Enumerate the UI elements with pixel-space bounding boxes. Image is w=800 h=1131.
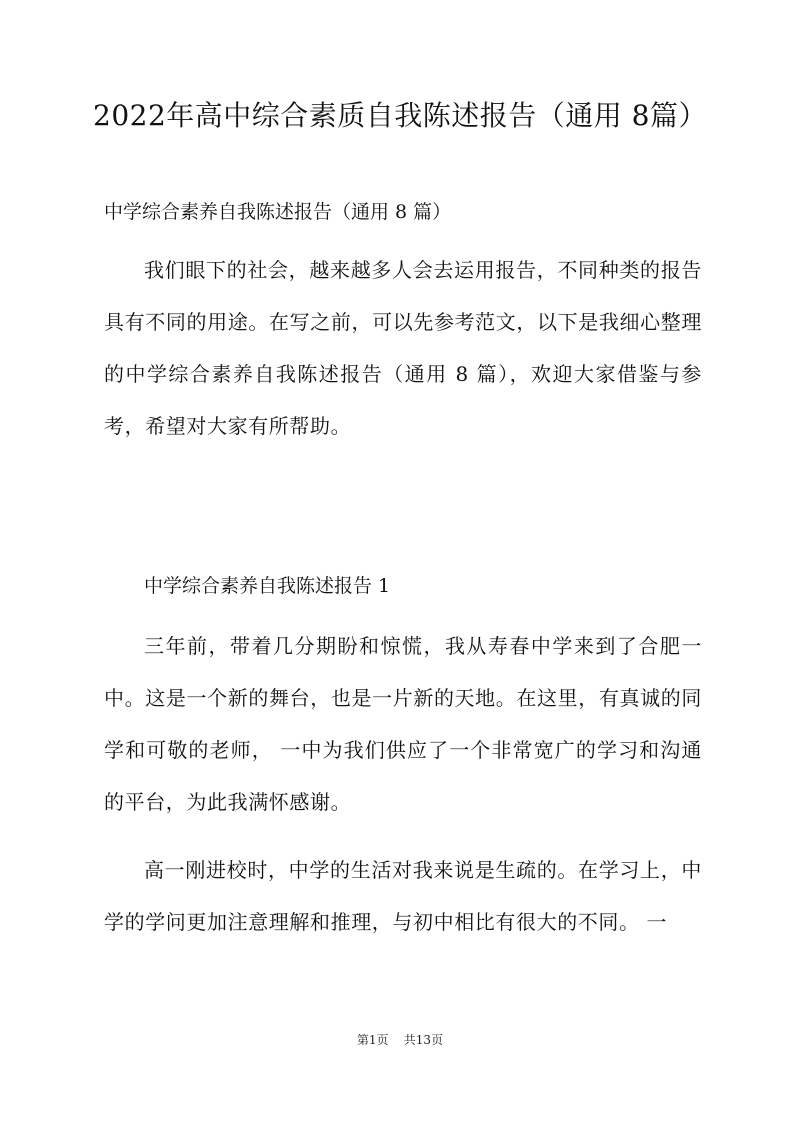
document-title: 2022年高中综合素质自我陈述报告（通用 8篇） <box>93 99 707 132</box>
body-paragraph-1: 三年前，带着几分期盼和惊慌，我从寿春中学来到了合肥一中。这是一个新的舞台，也是一片新的天地。在这里，有真诚的同学和可敬的老师， 一中为我们供应了一个非常宽广的学习和沟通的平台，为此我满怀感谢。 <box>104 634 702 814</box>
page-number-footer: 第1页 共13页 <box>356 1033 444 1047</box>
intro-paragraph: 我们眼下的社会，越来越多人会去运用报告，不同种类的报告具有不同的用途。在写之前，可以先参考范文，以下是我细心整理的中学综合素养自我陈述报告（通用 8 篇），欢迎大家借鉴与参考，希望对大家有所帮助。 <box>104 258 702 438</box>
body-paragraph-2: 高一刚进校时，中学的生活对我来说是生疏的。在学习上，中学的学问更加注意理解和推理，与初中相比有很大的不同。 一 <box>104 858 702 934</box>
section-heading: 中学综合素养自我陈述报告 1 <box>144 575 391 597</box>
document-subtitle: 中学综合素养自我陈述报告（通用 8 篇） <box>104 201 452 223</box>
